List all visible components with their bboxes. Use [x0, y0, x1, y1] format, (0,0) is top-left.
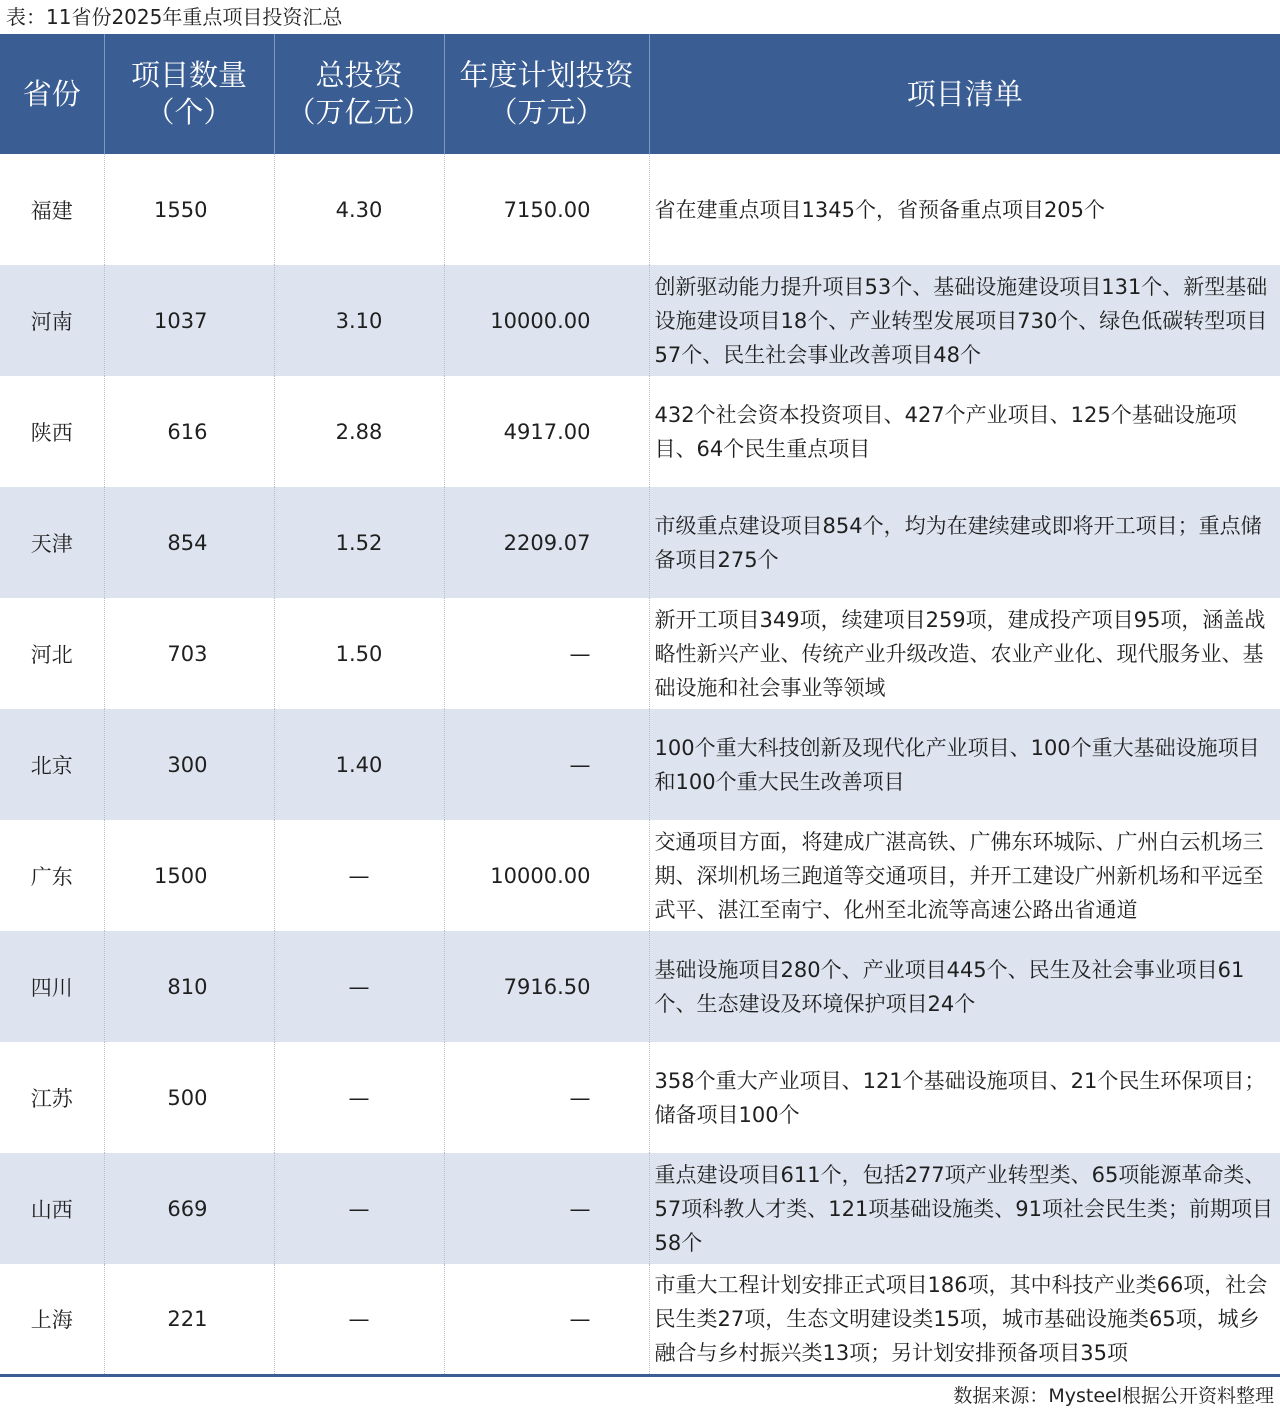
cell-annual: — — [444, 1153, 649, 1264]
cell-province: 广东 — [30, 864, 73, 889]
header-project-count: 项目数量 （个） — [104, 34, 274, 154]
cell-count: 669 — [104, 1153, 274, 1264]
cell-province: 山西 — [30, 1197, 73, 1222]
cell-project-list: 100个重大科技创新及现代化产业项目、100个重大基础设施项目和100个重大民生改善项目 — [649, 709, 1280, 820]
cell-total: — — [274, 820, 444, 931]
cell-count: 500 — [104, 1042, 274, 1153]
cell-count: 854 — [104, 487, 274, 598]
cell-total: 4.30 — [274, 154, 444, 265]
cell-annual: — — [444, 1042, 649, 1153]
cell-project-list: 358个重大产业项目、121个基础设施项目、21个民生环保项目；储备项目100个 — [649, 1042, 1280, 1153]
cell-province: 陕西 — [30, 420, 73, 445]
cell-project-list: 市级重点建设项目854个，均为在建续建或即将开工项目；重点储备项目275个 — [649, 487, 1280, 598]
cell-project-list: 432个社会资本投资项目、427个产业项目、125个基础设施项目、64个民生重点项目 — [649, 376, 1280, 487]
cell-province: 北京 — [30, 753, 73, 778]
table-header — [0, 34, 1280, 154]
cell-count: 1500 — [104, 820, 274, 931]
cell-count: 1550 — [104, 154, 274, 265]
cell-total: 1.50 — [274, 598, 444, 709]
table-row — [0, 931, 1280, 1042]
cell-project-list: 创新驱动能力提升项目53个、基础设施建设项目131个、新型基础设施建设项目18个、产业转型发展项目730个、绿色低碳转型项目57个、民生社会事业改善项目48个 — [649, 265, 1280, 376]
cell-count: 300 — [104, 709, 274, 820]
cell-annual: 4917.00 — [444, 376, 649, 487]
table-body — [0, 154, 1280, 1375]
cell-annual: 2209.07 — [444, 487, 649, 598]
cell-annual: — — [444, 709, 649, 820]
cell-project-list: 省在建重点项目1345个，省预备重点项目205个 — [649, 154, 1280, 265]
cell-project-list: 基础设施项目280个、产业项目445个、民生及社会事业项目61个、生态建设及环境保护项目24个 — [649, 931, 1280, 1042]
cell-annual: 7150.00 — [444, 154, 649, 265]
cell-total: — — [274, 931, 444, 1042]
cell-annual: — — [444, 598, 649, 709]
cell-annual: 10000.00 — [444, 265, 649, 376]
cell-province: 上海 — [0, 1264, 104, 1375]
header-row — [0, 34, 1280, 154]
cell-count: 221 — [104, 1264, 274, 1375]
table-row — [0, 376, 1280, 487]
cell-province: 河南 — [30, 309, 73, 334]
table-row — [0, 265, 1280, 376]
cell-province: 四川 — [30, 975, 73, 1000]
cell-count: 810 — [104, 931, 274, 1042]
cell-project-list: 市重大工程计划安排正式项目186项，其中科技产业类66项，社会民生类27项，生态文明建设类15项，城市基础设施类65项，城乡融合与乡村振兴类13项；另计划安排预备项目35项 — [649, 1264, 1280, 1375]
investment-table — [0, 34, 1280, 1377]
cell-total: — — [274, 1153, 444, 1264]
cell-total: 3.10 — [274, 265, 444, 376]
table-row — [0, 820, 1280, 931]
table-row — [0, 1264, 1280, 1375]
cell-province: 河北 — [30, 642, 73, 667]
header-province: 省份 — [22, 76, 81, 111]
cell-total: — — [274, 1264, 444, 1375]
cell-project-list: 新开工项目349项，续建项目259项，建成投产项目95项，涵盖战略性新兴产业、传统产业升级改造、农业产业化、现代服务业、基础设施和社会事业等领域 — [649, 598, 1280, 709]
cell-count: 703 — [104, 598, 274, 709]
table-row — [0, 154, 1280, 265]
cell-count: 1037 — [104, 265, 274, 376]
cell-annual: 10000.00 — [444, 820, 649, 931]
table-row — [0, 487, 1280, 598]
cell-province: 天津 — [30, 531, 73, 556]
cell-count: 616 — [104, 376, 274, 487]
cell-total: 2.88 — [274, 376, 444, 487]
cell-annual: 7916.50 — [444, 931, 649, 1042]
cell-total: 1.40 — [274, 709, 444, 820]
cell-project-list: 重点建设项目611个，包括277项产业转型类、65项能源革命类、57项科教人才类、121项基础设施类、91项社会民生类；前期项目58个 — [649, 1153, 1280, 1264]
table-row — [0, 1153, 1280, 1264]
cell-province: 江苏 — [30, 1086, 73, 1111]
table-row — [0, 709, 1280, 820]
cell-total: 1.52 — [274, 487, 444, 598]
table-title: 表：11省份2025年重点项目投资汇总 — [6, 5, 343, 29]
cell-project-list: 交通项目方面，将建成广湛高铁、广佛东环城际、广州白云机场三期、深圳机场三跑道等交通项目，并开工建设广州新机场和平远至武平、湛江至南宁、化州至北流等高速公路出省通道 — [649, 820, 1280, 931]
table-row — [0, 598, 1280, 709]
header-annual-investment: 年度计划投资 （万元） — [444, 34, 649, 154]
cell-province: 福建 — [30, 198, 73, 223]
table-row — [0, 1042, 1280, 1153]
cell-annual: — — [444, 1264, 649, 1375]
cell-total: — — [274, 1042, 444, 1153]
header-project-list: 项目清单 — [649, 34, 1280, 154]
data-source-note: 数据来源：Mysteel根据公开资料整理 — [953, 1385, 1274, 1407]
header-total-investment: 总投资 （万亿元） — [274, 34, 444, 154]
